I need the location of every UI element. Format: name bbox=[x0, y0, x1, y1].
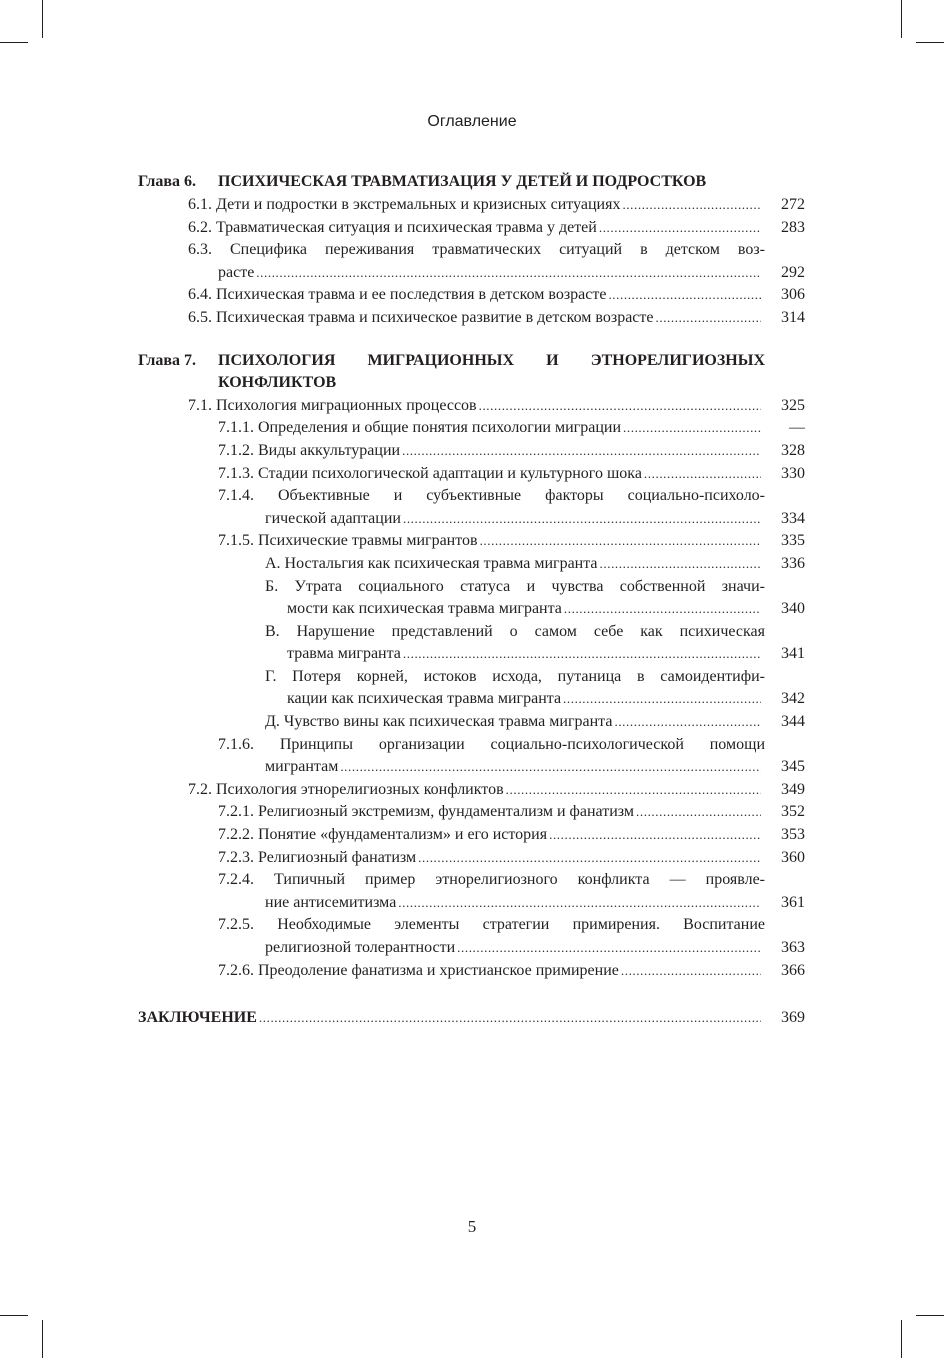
toc-entry-title: 7.2. Психология этнорелигиозных конфликтов bbox=[188, 780, 504, 798]
toc-entry[interactable] bbox=[138, 530, 805, 553]
toc-entry-title: 6.5. Психическая травма и психическое развитие в детском возрасте bbox=[188, 308, 654, 326]
page-number: 5 bbox=[467, 1217, 477, 1236]
toc-page-number: 345 bbox=[781, 758, 805, 776]
leader-dots bbox=[398, 892, 761, 915]
toc-page-number: 366 bbox=[781, 961, 805, 979]
toc-entry-title: А. Ностальгия как психическая травма мигранта bbox=[265, 554, 598, 572]
toc-entry-title: 6.1. Дети и подростки в экстремальных и кризисных ситуациях bbox=[188, 196, 621, 213]
toc-page-number: 360 bbox=[781, 848, 805, 866]
chapter-title: КОНФЛИКТОВ bbox=[218, 374, 337, 392]
toc-entry-line1[interactable]: 7.2.5. Необходимые элементы стратегии примирения. Воспитание bbox=[218, 916, 765, 934]
crop-mark bbox=[901, 0, 902, 38]
toc-entry[interactable] bbox=[138, 779, 805, 802]
toc-page-number: 306 bbox=[781, 286, 805, 304]
toc-entry[interactable] bbox=[138, 688, 805, 711]
toc-entry-line1[interactable]: 6.3. Специфика переживания травматических ситуаций в детском воз- bbox=[188, 241, 765, 259]
toc-page-number: 353 bbox=[781, 826, 805, 844]
leader-dots bbox=[479, 395, 761, 418]
leader-dots bbox=[549, 824, 761, 847]
leader-dots bbox=[644, 463, 761, 486]
toc-entry-title: 7.2.2. Понятие «фундаментализм» и его история bbox=[218, 826, 548, 844]
toc-entry[interactable] bbox=[138, 892, 805, 915]
chapter-title: ПСИХОЛОГИЯ МИГРАЦИОННЫХ И ЭТНОРЕЛИГИОЗНЫХ bbox=[218, 351, 765, 369]
leader-dots bbox=[403, 508, 761, 531]
toc-entry[interactable] bbox=[138, 262, 805, 285]
toc-entry[interactable] bbox=[138, 508, 805, 531]
toc-entry-title: расте bbox=[218, 263, 255, 281]
running-title: Оглавление bbox=[427, 113, 517, 130]
crop-mark bbox=[42, 0, 43, 38]
toc-page-number: 334 bbox=[781, 509, 805, 527]
toc-page-number: 335 bbox=[781, 532, 805, 550]
chapter-6-heading bbox=[138, 170, 805, 194]
toc-entry-title: травма мигранта bbox=[287, 645, 401, 663]
toc-page-number: 344 bbox=[781, 713, 805, 731]
toc-entry[interactable] bbox=[138, 937, 805, 960]
toc-entry[interactable] bbox=[138, 395, 805, 418]
chapter-title: ПСИХИЧЕСКАЯ ТРАВМАТИЗАЦИЯ У ДЕТЕЙ И ПОДРОСТКОВ bbox=[218, 173, 707, 191]
table-of-contents bbox=[138, 170, 805, 1030]
toc-entry-title: 7.1.5. Психические травмы мигрантов bbox=[218, 532, 478, 550]
crop-mark bbox=[916, 1315, 944, 1316]
leader-dots bbox=[608, 284, 761, 307]
toc-entry-title: 6.2. Травматическая ситуация и психическая травма у детей bbox=[188, 218, 597, 236]
toc-entry-line1[interactable]: Г. Потеря корней, истоков исхода, путаница в самоидентифи- bbox=[265, 667, 765, 685]
leader-dots bbox=[623, 417, 761, 440]
toc-entry[interactable] bbox=[138, 824, 805, 847]
leader-dots bbox=[599, 217, 761, 240]
toc-page-number: 314 bbox=[781, 308, 805, 326]
toc-entry-title: 7.2.3. Религиозный фанатизм bbox=[218, 848, 417, 866]
toc-entry-title: гической адаптации bbox=[265, 509, 401, 527]
toc-entry-conclusion[interactable] bbox=[138, 1007, 805, 1030]
leader-dots bbox=[506, 779, 761, 802]
toc-page-number: — bbox=[789, 419, 805, 437]
leader-dots bbox=[418, 847, 761, 870]
leader-dots bbox=[259, 1007, 761, 1030]
leader-dots bbox=[256, 262, 761, 285]
toc-page-number: 361 bbox=[781, 893, 805, 911]
crop-mark bbox=[0, 42, 28, 43]
toc-entry-title: ЗАКЛЮЧЕНИЕ bbox=[138, 1009, 257, 1027]
toc-entry[interactable] bbox=[138, 801, 805, 824]
toc-page-number: 340 bbox=[781, 600, 805, 618]
toc-page-number: 328 bbox=[781, 441, 805, 459]
toc-entry[interactable] bbox=[138, 284, 805, 307]
chapter-label: Глава 6. bbox=[138, 173, 196, 191]
toc-page-number: 369 bbox=[781, 1009, 805, 1027]
toc-entry-title: религиозной толерантности bbox=[265, 939, 456, 956]
chapter-7-heading bbox=[138, 350, 805, 373]
toc-page-number: 292 bbox=[781, 263, 805, 281]
toc-page-number: 330 bbox=[781, 464, 805, 482]
crop-mark bbox=[901, 1320, 902, 1358]
toc-entry[interactable] bbox=[138, 194, 805, 217]
crop-mark bbox=[0, 1315, 28, 1316]
toc-entry-title: мигрантам bbox=[265, 758, 339, 776]
toc-entry-title: Д. Чувство вины как психическая травма мигранта bbox=[265, 713, 613, 731]
toc-page-number: 325 bbox=[781, 396, 805, 414]
toc-page-number: 336 bbox=[781, 554, 805, 572]
toc-entry-line1[interactable]: 7.2.4. Типичный пример этнорелигиозного конфликта — проявле- bbox=[218, 871, 765, 889]
spacer bbox=[138, 982, 805, 1007]
leader-dots bbox=[340, 756, 761, 779]
toc-entry-line1[interactable]: В. Нарушение представлений о самом себе как психическая bbox=[265, 622, 765, 640]
toc-entry[interactable] bbox=[138, 417, 805, 440]
toc-entry[interactable] bbox=[138, 307, 805, 330]
toc-entry-title: 7.1. Психология миграционных процессов bbox=[188, 396, 477, 414]
toc-entry-title: 7.1.1. Определения и общие понятия психологии миграции bbox=[218, 419, 622, 437]
crop-mark bbox=[42, 1320, 43, 1358]
leader-dots bbox=[622, 194, 761, 217]
leader-dots bbox=[564, 598, 761, 621]
toc-entry[interactable] bbox=[138, 440, 805, 463]
leader-dots bbox=[600, 553, 761, 576]
toc-page-number: 349 bbox=[781, 780, 805, 798]
toc-entry-title: ние антисемитизма bbox=[265, 893, 397, 911]
toc-entry[interactable] bbox=[138, 217, 805, 240]
toc-entry[interactable] bbox=[138, 960, 805, 983]
toc-entry-line1[interactable]: 7.1.6. Принципы организации социально-психологической помощи bbox=[218, 735, 765, 753]
chapter-7-heading-cont bbox=[138, 372, 805, 395]
toc-entry-title: 7.1.3. Стадии психологической адаптации и культурного шока bbox=[218, 464, 642, 482]
toc-entry[interactable] bbox=[138, 756, 805, 779]
toc-entry[interactable] bbox=[138, 643, 805, 666]
toc-entry[interactable] bbox=[138, 847, 805, 870]
leader-dots bbox=[621, 960, 761, 983]
toc-entry-title: 7.2.6. Преодоление фанатизма и христианское примирение bbox=[218, 961, 619, 979]
toc-page-number: 272 bbox=[781, 196, 805, 213]
leader-dots bbox=[563, 688, 761, 711]
toc-entry-line1[interactable]: 7.1.4. Объективные и субъективные факторы социально-психоло- bbox=[218, 487, 765, 505]
toc-page-number: 352 bbox=[781, 803, 805, 821]
leader-dots bbox=[656, 307, 762, 330]
crop-mark bbox=[916, 42, 944, 43]
toc-entry[interactable] bbox=[138, 598, 805, 621]
toc-entry-title: 7.2.1. Религиозный экстремизм, фундаментализм и фанатизм bbox=[218, 803, 635, 821]
chapter-label: Глава 7. bbox=[138, 351, 196, 369]
toc-entry-title: 6.4. Психическая травма и ее последствия в детском возрасте bbox=[188, 286, 607, 304]
leader-dots bbox=[636, 801, 761, 824]
toc-page-number: 363 bbox=[781, 939, 805, 956]
toc-page-number: 283 bbox=[781, 218, 805, 236]
toc-page-number: 341 bbox=[781, 645, 805, 663]
toc-entry-title: кации как психическая травма мигранта bbox=[287, 690, 562, 708]
toc-entry[interactable] bbox=[138, 553, 805, 576]
leader-dots bbox=[457, 937, 761, 960]
toc-entry[interactable] bbox=[138, 463, 805, 486]
toc-entry-title: мости как психическая травма мигранта bbox=[287, 600, 562, 618]
toc-entry[interactable] bbox=[138, 711, 805, 734]
leader-dots bbox=[614, 711, 761, 734]
leader-dots bbox=[402, 440, 761, 463]
leader-dots bbox=[403, 643, 761, 666]
spacer bbox=[138, 330, 805, 350]
toc-page-number: 342 bbox=[781, 690, 805, 708]
toc-entry-line1[interactable]: Б. Утрата социального статуса и чувства собственной значи- bbox=[265, 577, 765, 595]
leader-dots bbox=[480, 530, 761, 553]
toc-entry-title: 7.1.2. Виды аккультурации bbox=[218, 441, 401, 459]
